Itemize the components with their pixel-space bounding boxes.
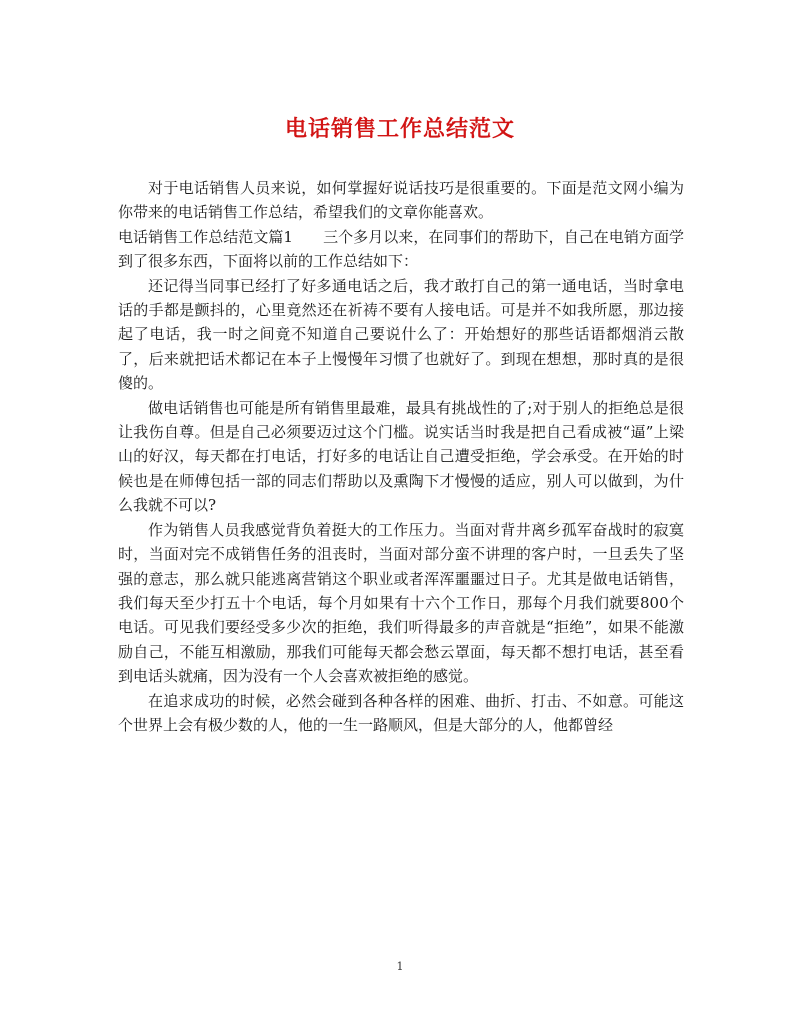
paragraph-intro: 对于电话销售人员来说，如何掌握好说话技巧是很重要的。下面是范文网小编为你带来的电话销售工作总结，希望我们的文章你能喜欢。 xyxy=(118,179,684,222)
document-title: 电话销售工作总结范文 xyxy=(284,116,515,142)
paragraph-section-1-heading: 电话销售工作总结范文篇1 三个多月以来，在同事们的帮助下，自己在电销方面学到了很多东西，下面将以前的工作总结如下： xyxy=(118,227,684,271)
paragraph-first-call: 还记得当同事已经打了好多通电话之后，我才敢打自己的第一通电话，当时拿电话的手都是颤抖的，心里竟然还在祈祷不要有人接电话。可是并不如我所愿，那边接起了电话，我一时之间竟不知道自己要说什么了：开始想好的那些话语都烟消云散了，后来就把话术都记在本子上慢慢年习惯了也就好了。到现在想想，那时真的是很傻的。 xyxy=(118,276,684,393)
paragraph-challenge: 做电话销售也可能是所有销售里最难，最具有挑战性的了;对于别人的拒绝总是很让我伤自尊。但是自己必须要迈过这个门槛。说实话当时我是把自己看成被“逼”上梁山的好汉，每天都在打电话，打好多的电话让自己遭受拒绝，学会承受。在开始的时候也是在师傅包括一部的同志们帮助以及熏陶下才慢慢的适应，别人可以做到，为什么我就不可以? xyxy=(118,398,684,515)
document-body xyxy=(118,176,684,737)
page-number: 1 xyxy=(396,960,404,973)
paragraph-pressure: 作为销售人员我感觉背负着挺大的工作压力。当面对背井离乡孤军奋战时的寂寞时，当面对完不成销售任务的沮丧时，当面对部分蛮不讲理的客户时，一旦丢失了坚强的意志，那么就只能逃离营销这个职业或者浑浑噩噩过日子。尤其是做电话销售，我们每天至少打五十个电话，每个月如果有十六个工作日，那每个月我们就要800个电话。可见我们要经受多少次的拒绝，我们听得最多的声音就是“拒绝”，如果不能激励自己，不能互相激励，那我们可能每天都会愁云罩面，每天都不想打电话，甚至看到电话头就痛，因为没有一个人会喜欢被拒绝的感觉。 xyxy=(118,520,684,686)
paragraph-success: 在追求成功的时候，必然会碰到各种各样的困难、曲折、打击、不如意。可能这个世界上会有极少数的人，他的一生一路顺风，但是大部分的人，他都曾经 xyxy=(118,691,684,734)
